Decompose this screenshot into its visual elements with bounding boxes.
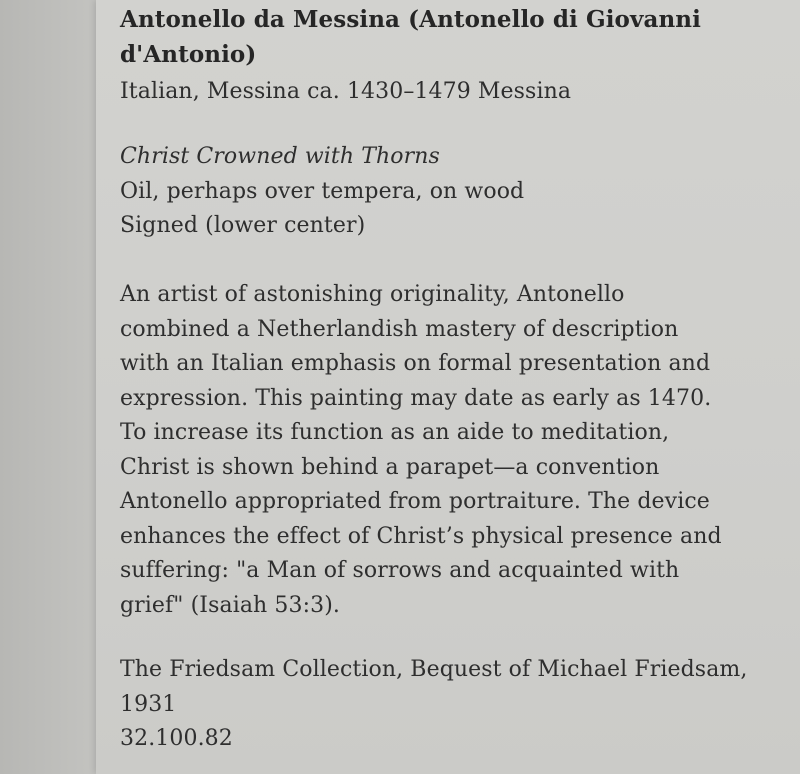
artist-name-line-1: Antonello da Messina (Antonello di Giovanni [120,6,701,33]
credit-line-2: 1931 [120,691,177,717]
description-line: combined a Netherlandish mastery of description [120,316,679,342]
artwork-title: Christ Crowned with Thorns [120,144,440,169]
description-line: suffering: "a Man of sorrows and acquainted with [120,558,680,583]
description-line: enhances the effect of Christ’s physical presence and [120,523,722,549]
description-line: An artist of astonishing originality, Antonello [120,282,625,307]
wall-background [0,0,96,774]
description-paragraph [120,278,722,623]
description-line: Antonello appropriated from portraiture. The device [120,489,710,514]
description-line: Christ is shown behind a parapet—a convention [120,454,660,480]
credit-line-1: The Friedsam Collection, Bequest of Michael Friedsam, [120,657,748,682]
artwork-info [120,140,524,244]
artist-name [120,2,701,72]
description-line: grief" (Isaiah 53:3). [120,592,340,618]
description-line: To increase its function as an aide to meditation, [120,420,670,445]
artist-nationality-dates [120,75,571,110]
accession-number: 32.100.82 [120,726,233,751]
artist-name-line-2: d'Antonio) [120,41,257,68]
description-line: with an Italian emphasis on formal presentation and [120,351,711,376]
artwork-medium: Oil, perhaps over tempera, on wood [120,178,525,204]
artwork-inscription: Signed (lower center) [120,213,366,238]
nationality-line: Italian, Messina ca. 1430–1479 Messina [120,79,572,104]
description-line: expression. This painting may date as early as 1470. [120,385,712,411]
credit-line [120,653,747,757]
